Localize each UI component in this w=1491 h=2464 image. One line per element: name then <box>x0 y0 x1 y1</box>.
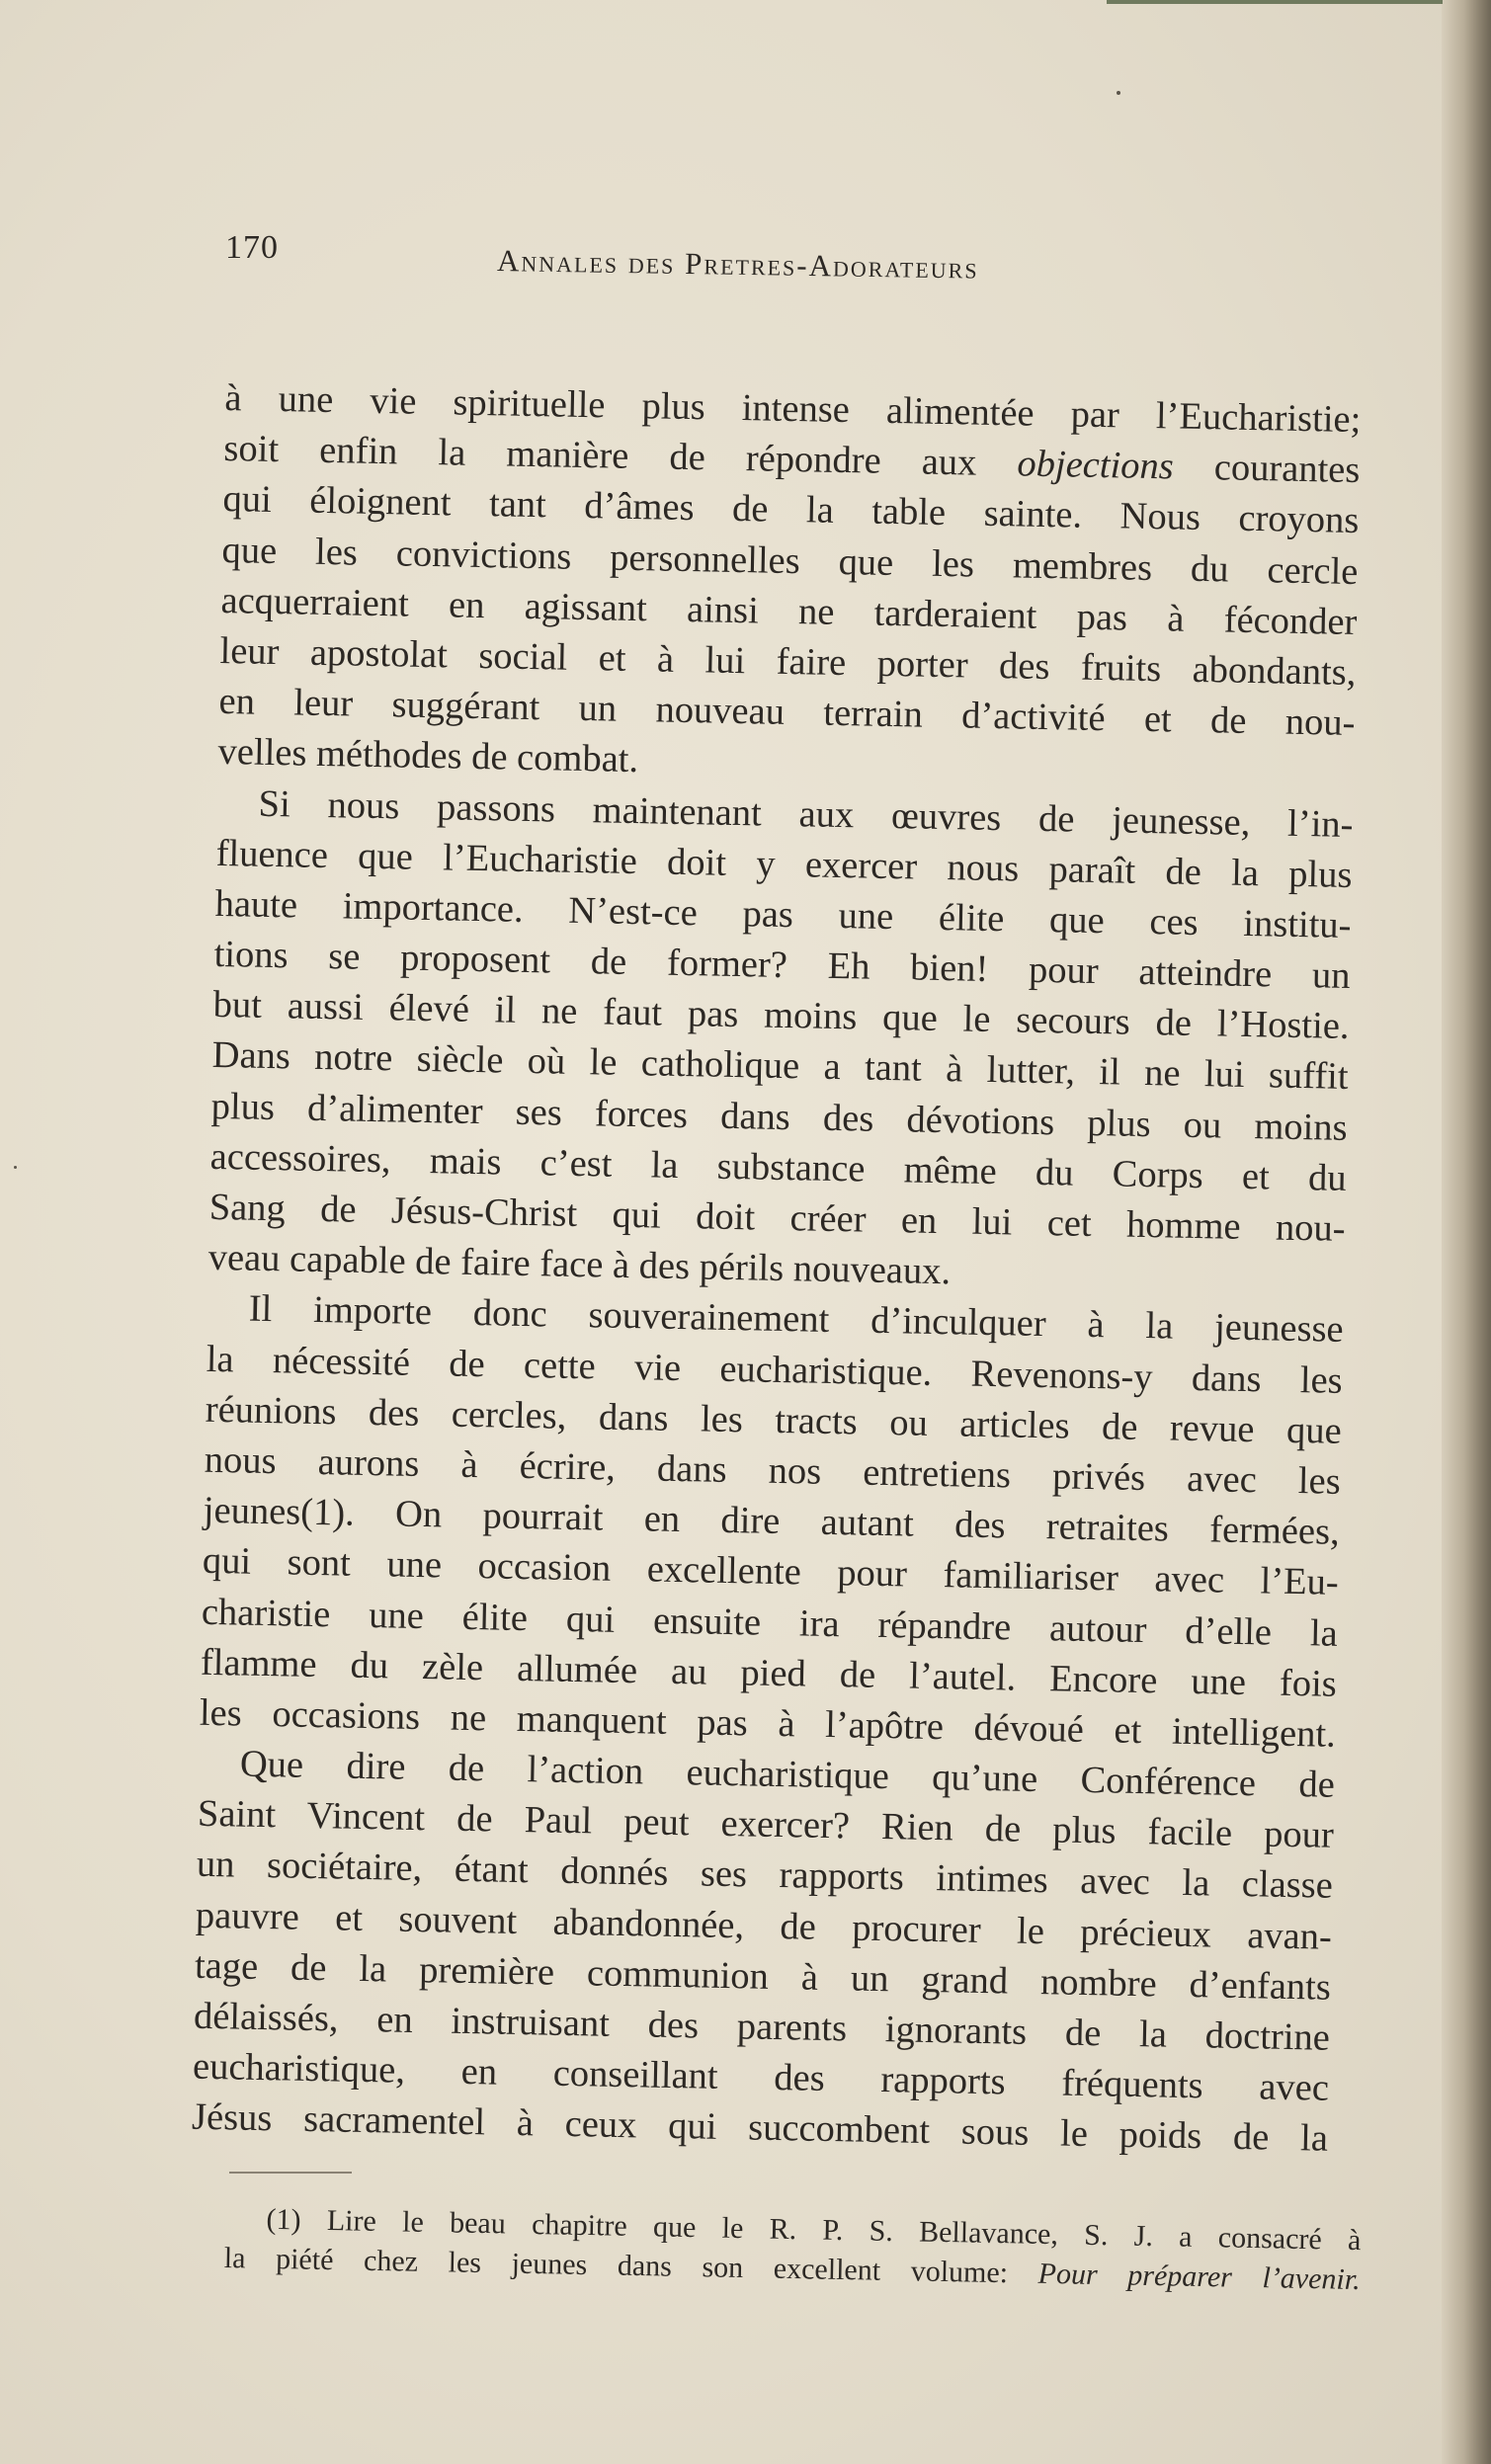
text-line: la nécessité de cette vie eucharistique. Revenons-y dans les <box>206 1338 1344 1402</box>
text-line: pauvre et souvent abandonnée, de procurer le précieux avan- <box>195 1894 1333 1958</box>
body-text <box>192 373 1362 2165</box>
paper-speck <box>14 1166 17 1169</box>
text-line: les occasions ne manquent pas à l’apôtre dévoué et intelligent. <box>199 1691 1337 1756</box>
text-line: que les convictions personnelles que les membres du cercle <box>221 529 1359 593</box>
text-line: un sociétaire, étant donnés ses rapports intimes avec la classe <box>196 1844 1334 1908</box>
text-line: Saint Vincent de Paul peut exercer? Rien de plus facile pour <box>197 1792 1335 1857</box>
text-line: tions se proposent de former? Eh bien! pour atteindre un <box>213 933 1351 998</box>
text-line: Que dire de l’action eucharistique qu’une Conférence de <box>239 1743 1336 1806</box>
text-line: à une vie spirituelle plus intense alimentée par l’Eucharistie; <box>224 376 1362 442</box>
running-head: Annales des Pretres-Adorateurs <box>496 243 979 286</box>
text-line: en leur suggérant un nouveau terrain d’activité et de nou- <box>218 681 1356 745</box>
text-line: haute importance. N’est-ce pas une élite que ces institu- <box>214 882 1352 946</box>
text-line: tage de la première communion à un grand nombre d’enfants <box>194 1944 1332 2009</box>
text-line: délaissés, en instruisant des parents ignorants de la doctrine <box>193 1995 1331 2059</box>
page-top-edge <box>1107 0 1443 4</box>
text-line: but aussi élevé il ne faut pas moins que le secours de l’Hostie. <box>212 984 1350 1048</box>
italic-emphasis: objections <box>1017 443 1175 488</box>
text-line: qui sont une occasion excellente pour familiariser avec l’Eu- <box>202 1540 1340 1604</box>
text-line: acquerraient en agissant ainsi ne tarderaient pas à féconder <box>220 579 1358 643</box>
text-line: eucharistique, en conseillant des rapports fréquents avec <box>192 2045 1330 2109</box>
text-line: Sang de Jésus-Christ qui doit créer en lui cet homme nou- <box>208 1186 1346 1250</box>
text-line: nous aurons à écrire, dans nos entretiens privés avec les <box>204 1438 1342 1503</box>
text-line: réunions des cercles, dans les tracts ou articles de revue que <box>205 1388 1343 1452</box>
text-line: charistie une élite qui ensuite ira répandre autour d’elle la <box>201 1591 1339 1655</box>
page-number: 170 <box>225 229 279 266</box>
text-line: accessoires, mais c’est la substance même du Corps et du <box>209 1135 1347 1199</box>
text-line: plus d’alimenter ses forces dans des dévotions plus ou moins <box>210 1085 1348 1149</box>
italic-emphasis: Pour préparer l’avenir. <box>1037 2257 1361 2297</box>
text-line: Si nous passons maintenant aux œuvres de jeunesse, l’in- <box>258 782 1354 846</box>
text-line: Dans notre siècle où le catholique a tant à lutter, il ne lui suffit <box>211 1034 1349 1099</box>
footnote <box>223 2199 1361 2300</box>
page-edge-shadow <box>1442 0 1491 2464</box>
paper-speck <box>1117 91 1120 95</box>
text-line: veau capable de faire face à des périls nouveaux. <box>207 1237 952 1293</box>
text-line: Il importe donc souverainement d’inculquer à la jeunesse <box>248 1288 1345 1352</box>
text-line: qui éloignent tant d’âmes de la table sainte. Nous croyons <box>222 478 1360 542</box>
text-line: flamme du zèle allumée au pied de l’autel. Encore une fois <box>200 1641 1338 1705</box>
text-line: Jésus sacramentel à ceux qui succombent sous le poids de la <box>191 2096 1329 2161</box>
text-line: soit enfin la manière de répondre aux objections courantes <box>223 428 1361 492</box>
footnote-line: (1) Lire le beau chapitre que le R. P. S. Bellavance, S. J. a consacré à <box>266 2202 1362 2258</box>
text-line: jeunes(1). On pourrait en dire autant des retraites fermées, <box>203 1489 1341 1553</box>
page-header <box>225 229 1371 288</box>
footnote-rule <box>229 2172 352 2174</box>
text-line: velles méthodes de combat. <box>217 731 639 781</box>
text-line: fluence que l’Eucharistie doit y exercer nous paraît de la plus <box>215 832 1353 896</box>
footnote-line: la piété chez les jeunes dans son excellent volume: Pour préparer l’avenir. <box>223 2241 1361 2297</box>
text-line: leur apostolat social et à lui faire porter des fruits abondants, <box>219 629 1357 694</box>
